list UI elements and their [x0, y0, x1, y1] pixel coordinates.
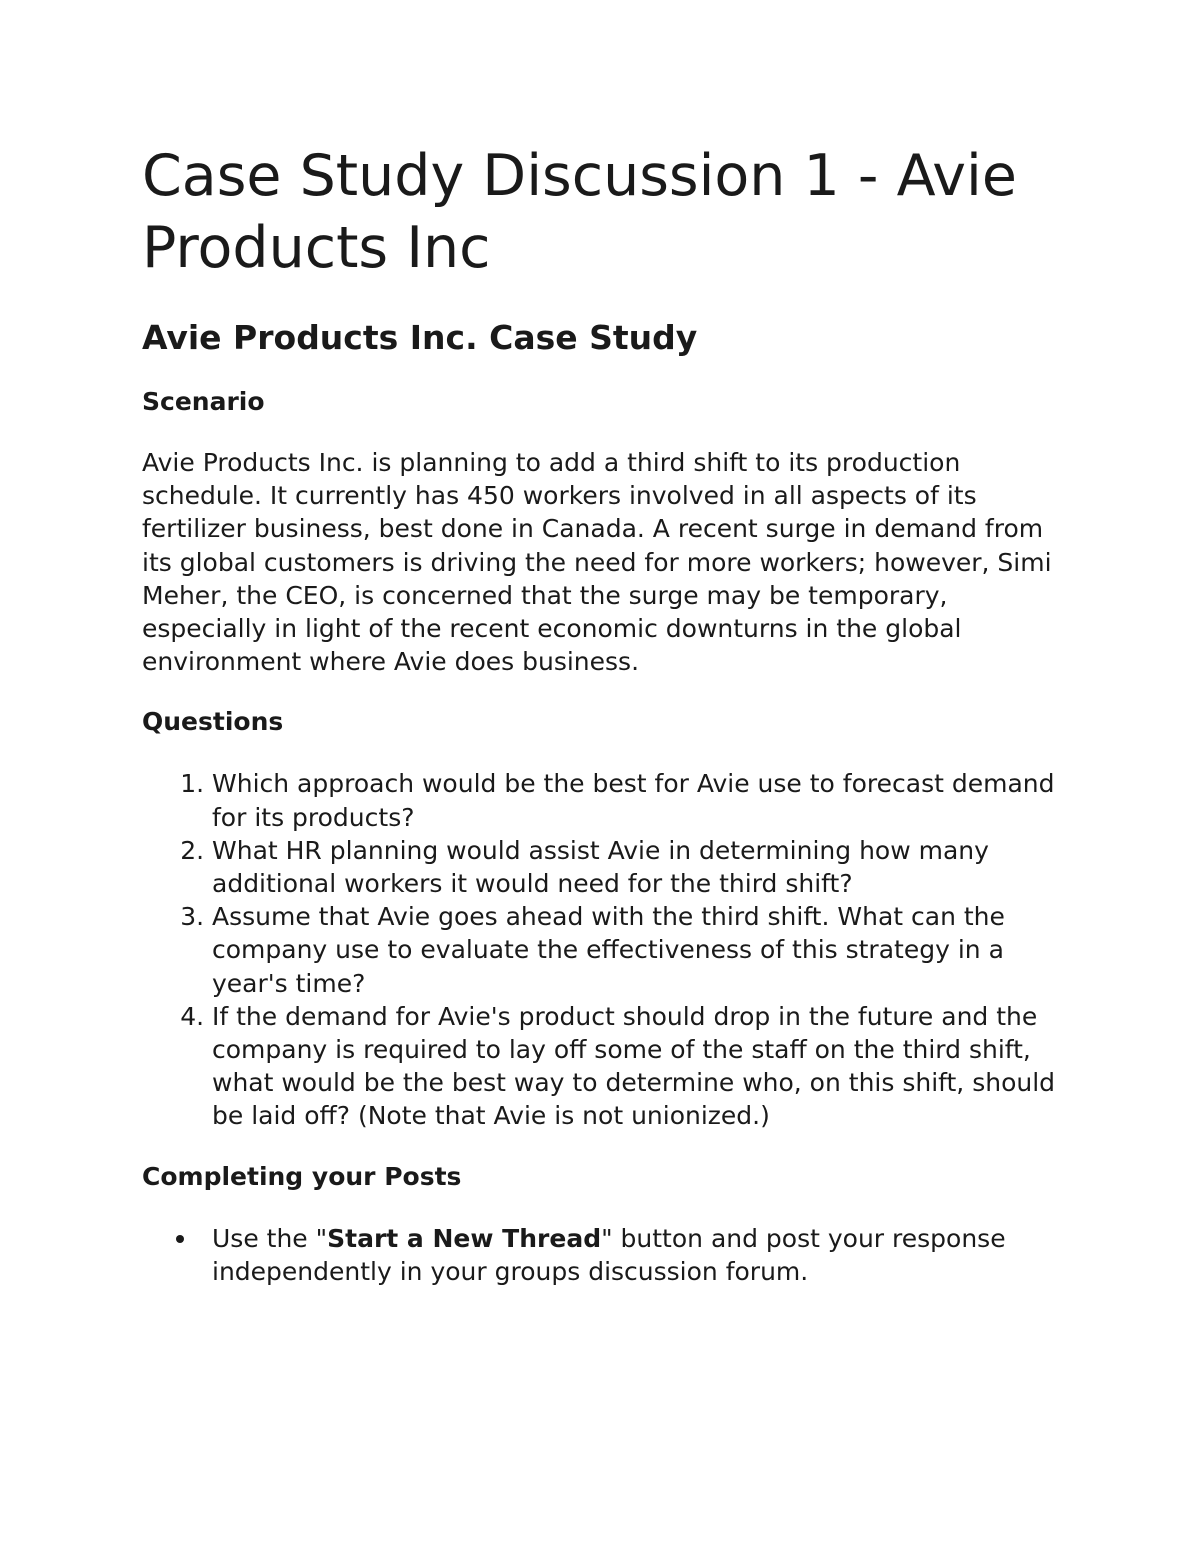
- scenario-heading: Scenario: [142, 387, 265, 416]
- document-title: Case Study Discussion 1 - Avie Products Inc: [142, 143, 1017, 281]
- document-page: [142, 140, 1072, 1288]
- question-item: 1. Which approach would be the best for Avie use to forecast demand for its products?: [212, 767, 1072, 833]
- posting-instructions-list: [142, 1222, 1072, 1288]
- start-new-thread-term: Start a New Thread: [327, 1223, 602, 1253]
- questions-heading: Questions: [142, 707, 284, 737]
- scenario-paragraph: Avie Products Inc. is planning to add a third shift to its production schedule. It currently has 450 workers involved in all aspects of its fertilizer business, best done in Canada. A recent surge in demand from its global customers is driving the need for more workers; however, Simi Meher, the CEO, is concerned that the surge may be temporary, especially in light of the recent economic downturns in the global environment where Avie does business.: [142, 448, 1052, 677]
- case-study-heading: Avie Products Inc. Case Study: [142, 318, 698, 357]
- instruction-suffix: " button and post your response independently in your groups discussion forum.: [212, 1223, 1006, 1286]
- question-item: 4. If the demand for Avie's product should drop in the future and the company is required to lay off some of the staff on the third shift, what would be the best way to determine who, on this shift, should be laid off? (Note that Avie is not unionized.): [212, 1000, 1072, 1133]
- bullet-icon: [176, 1235, 184, 1243]
- questions-list: [142, 767, 1072, 1132]
- question-item: 2. What HR planning would assist Avie in determining how many additional workers it would need for the third shift?: [212, 834, 1072, 900]
- completing-posts-heading: Completing your Posts: [142, 1161, 462, 1191]
- question-item: 3. Assume that Avie goes ahead with the third shift. What can the company use to evaluate the effectiveness of this strategy in a year's time?: [212, 900, 1072, 1000]
- posting-instruction-item: [212, 1222, 1072, 1288]
- instruction-prefix: Use the ": [212, 1223, 328, 1253]
